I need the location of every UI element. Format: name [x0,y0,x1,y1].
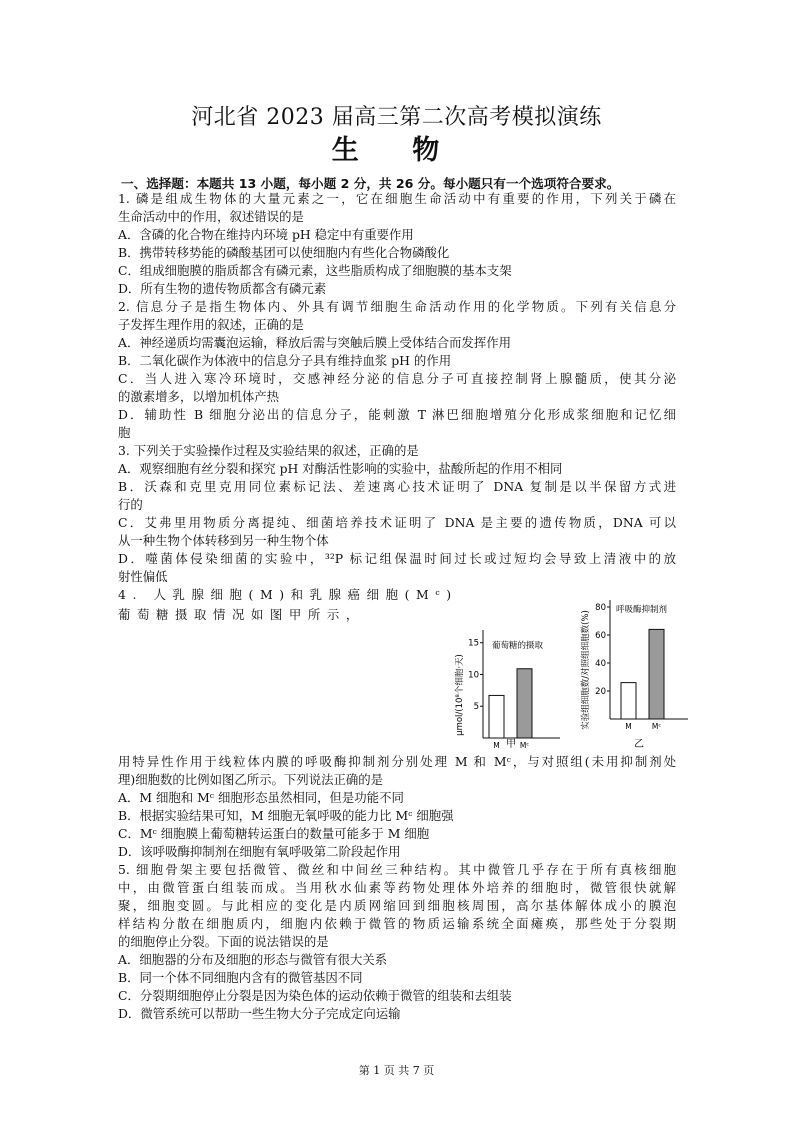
x-category-label: M [493,741,500,750]
y-axis-label: μmol/(10⁸个细胞·天) [455,654,465,736]
y-tick-label: 15 [468,638,479,649]
option-line: C．当人进入寒冷环境时，交感神经分泌的信息分子可直接控制肾上腺髓质，使其分泌 [118,371,676,386]
chart-title: 呼吸酶抑制剂 [616,605,668,615]
bar-Mc [649,629,664,719]
option-line: 射性偏低 [118,569,168,584]
text-line: 聚，细胞变圆。与此相应的变化是内质网缩回到细胞核周围，高尔基体解体成小的膜泡 [118,898,676,913]
option-line: 胞 [118,425,131,440]
option-line: B．沃森和克里克用同位素标记法、差速离心技术证明了 DNA 复制是以半保留方式进 [118,479,676,494]
option-line: D．微管系统可以帮助一些生物大分子完成定向运输 [118,1006,401,1021]
text-line: 子发挥生理作用的叙述，正确的是 [118,317,304,332]
option-line: A．细胞器的分布及细胞的形态与微管有很大关系 [118,952,388,967]
chart-yi [578,592,698,750]
option-line: C．分裂期细胞停止分裂是因为染色体的运动依赖于微管的组装和去组装 [118,988,512,1003]
option-line: A．M 细胞和 Mᶜ 细胞形态虽然相同，但是功能不同 [118,790,404,805]
option-line: D．所有生物的遗传物质都含有磷元素 [118,281,327,296]
y-tick-label: 20 [595,687,606,697]
option-line: D．辅助性 B 细胞分泌出的信息分子，能刺激 T 淋巴细胞增殖分化形成浆细胞和记忆细 [118,407,676,422]
y-tick-label: 80 [595,603,606,613]
option-line: D．该呼吸酶抑制剂在细胞有氧呼吸第二阶段起作用 [118,844,401,859]
text-line: 理)细胞数的比例如图乙所示。下列说法正确的是 [118,772,384,787]
y-tick-label: 40 [595,659,606,669]
option-line: C．Mᶜ 细胞膜上葡萄糖转运蛋白的数量可能多于 M 细胞 [118,826,430,841]
chart-jia [448,620,568,750]
bar-M [621,683,636,719]
subject-title: 生 物 [331,135,462,166]
text-line: 4. 人乳腺细胞(M)和乳腺癌细胞(Mᶜ) [118,587,458,602]
text-line: 生命活动中的作用，叙述错误的是 [118,209,304,224]
bar-M [489,695,504,738]
option-line: C．组成细胞膜的脂质都含有磷元素，这些脂质构成了细胞膜的基本支架 [118,263,512,278]
option-line: B．携带转移势能的磷酸基团可以使细胞内有些化合物磷酸化 [118,245,450,260]
panel-label: 乙 [634,739,644,750]
text-line: 2. 信息分子是指生物体内、外具有调节细胞生命活动作用的化学物质。下列有关信息分 [118,299,676,314]
option-line: C．艾弗里用物质分离提纯、细菌培养技术证明了 DNA 是主要的遗传物质，DNA 可以 [118,515,676,530]
chart-title: 葡萄糖的摄取 [492,641,544,651]
option-line: B．根据实验结果可知，M 细胞无氧呼吸的能力比 Mᶜ 细胞强 [118,808,454,823]
text-line: 中，由微管蛋白组装而成。当用秋水仙素等药物处理体外培养的细胞时，微管很快就解 [118,880,676,895]
x-category-label: Mᶜ [651,722,662,731]
option-line: B．二氧化碳作为体液中的信息分子具有维持血浆 pH 的作用 [118,353,452,368]
text-line: 5. 细胞骨架主要包括微管、微丝和中间丝三种结构。其中微管几乎存在于所有真核细胞 [118,862,676,877]
option-line: A．神经递质均需囊泡运输，释放后需与突触后膜上受体结合而发挥作用 [118,335,512,350]
y-tick-label: 60 [595,631,606,641]
page-footer: 第 1 页 共 7 页 [358,1064,435,1077]
text-line: 葡萄糖摄取情况如图甲所示， [118,607,365,622]
option-line: A．观察细胞有丝分裂和探究 pH 对酶活性影响的实验中，盐酸所起的作用不相同 [118,461,563,476]
y-tick-label: 10 [468,670,479,681]
option-line: B．同一个体不同细胞内含有的微管基因不同 [118,970,363,985]
x-category-label: M [625,722,632,731]
text-line: 用特异性作用于线粒体内膜的呼吸酶抑制剂分别处理 M 和 Mᶜ，与对照组(未用抑制剂处 [118,754,676,769]
option-line: 的激素增多，以增加机体产热 [118,389,280,404]
text-line: 3. 下列关于实验操作过程及实验结果的叙述，正确的是 [118,443,419,458]
option-line: 行的 [118,497,143,512]
section-heading: 一、选择题：本题共 13 小题，每小题 2 分，共 26 分。每小题只有一个选项符合要求。 [121,176,620,191]
text-line: 的细胞停止分裂。下面的说法错误的是 [118,934,329,949]
option-line: 从一种生物个体转移到另一种生物个体 [118,533,329,548]
exam-title: 河北省 2023 届高三第二次高考模拟演练 [191,105,602,130]
panel-label: 甲 [506,739,516,750]
option-line: A．含磷的化合物在维持内环境 pH 稳定中有重要作用 [118,227,414,242]
y-axis-label: 实验组细胞数/对照组细胞数(%) [581,610,591,730]
bar-Mc [517,669,532,738]
y-tick-label: 5 [473,702,479,713]
x-category-label: Mᶜ [519,741,530,750]
text-line: 样结构分散在细胞质内，细胞内依赖于微管的物质运输系统全面瘫痪，那些处于分裂期 [118,916,676,931]
option-line: D．噬菌体侵染细菌的实验中，³²P 标记组保温时间过长或过短均会导致上清液中的放 [118,551,676,566]
text-line: 1. 磷是组成生物体的大量元素之一，它在细胞生命活动中有重要的作用，下列关于磷在 [118,191,676,206]
